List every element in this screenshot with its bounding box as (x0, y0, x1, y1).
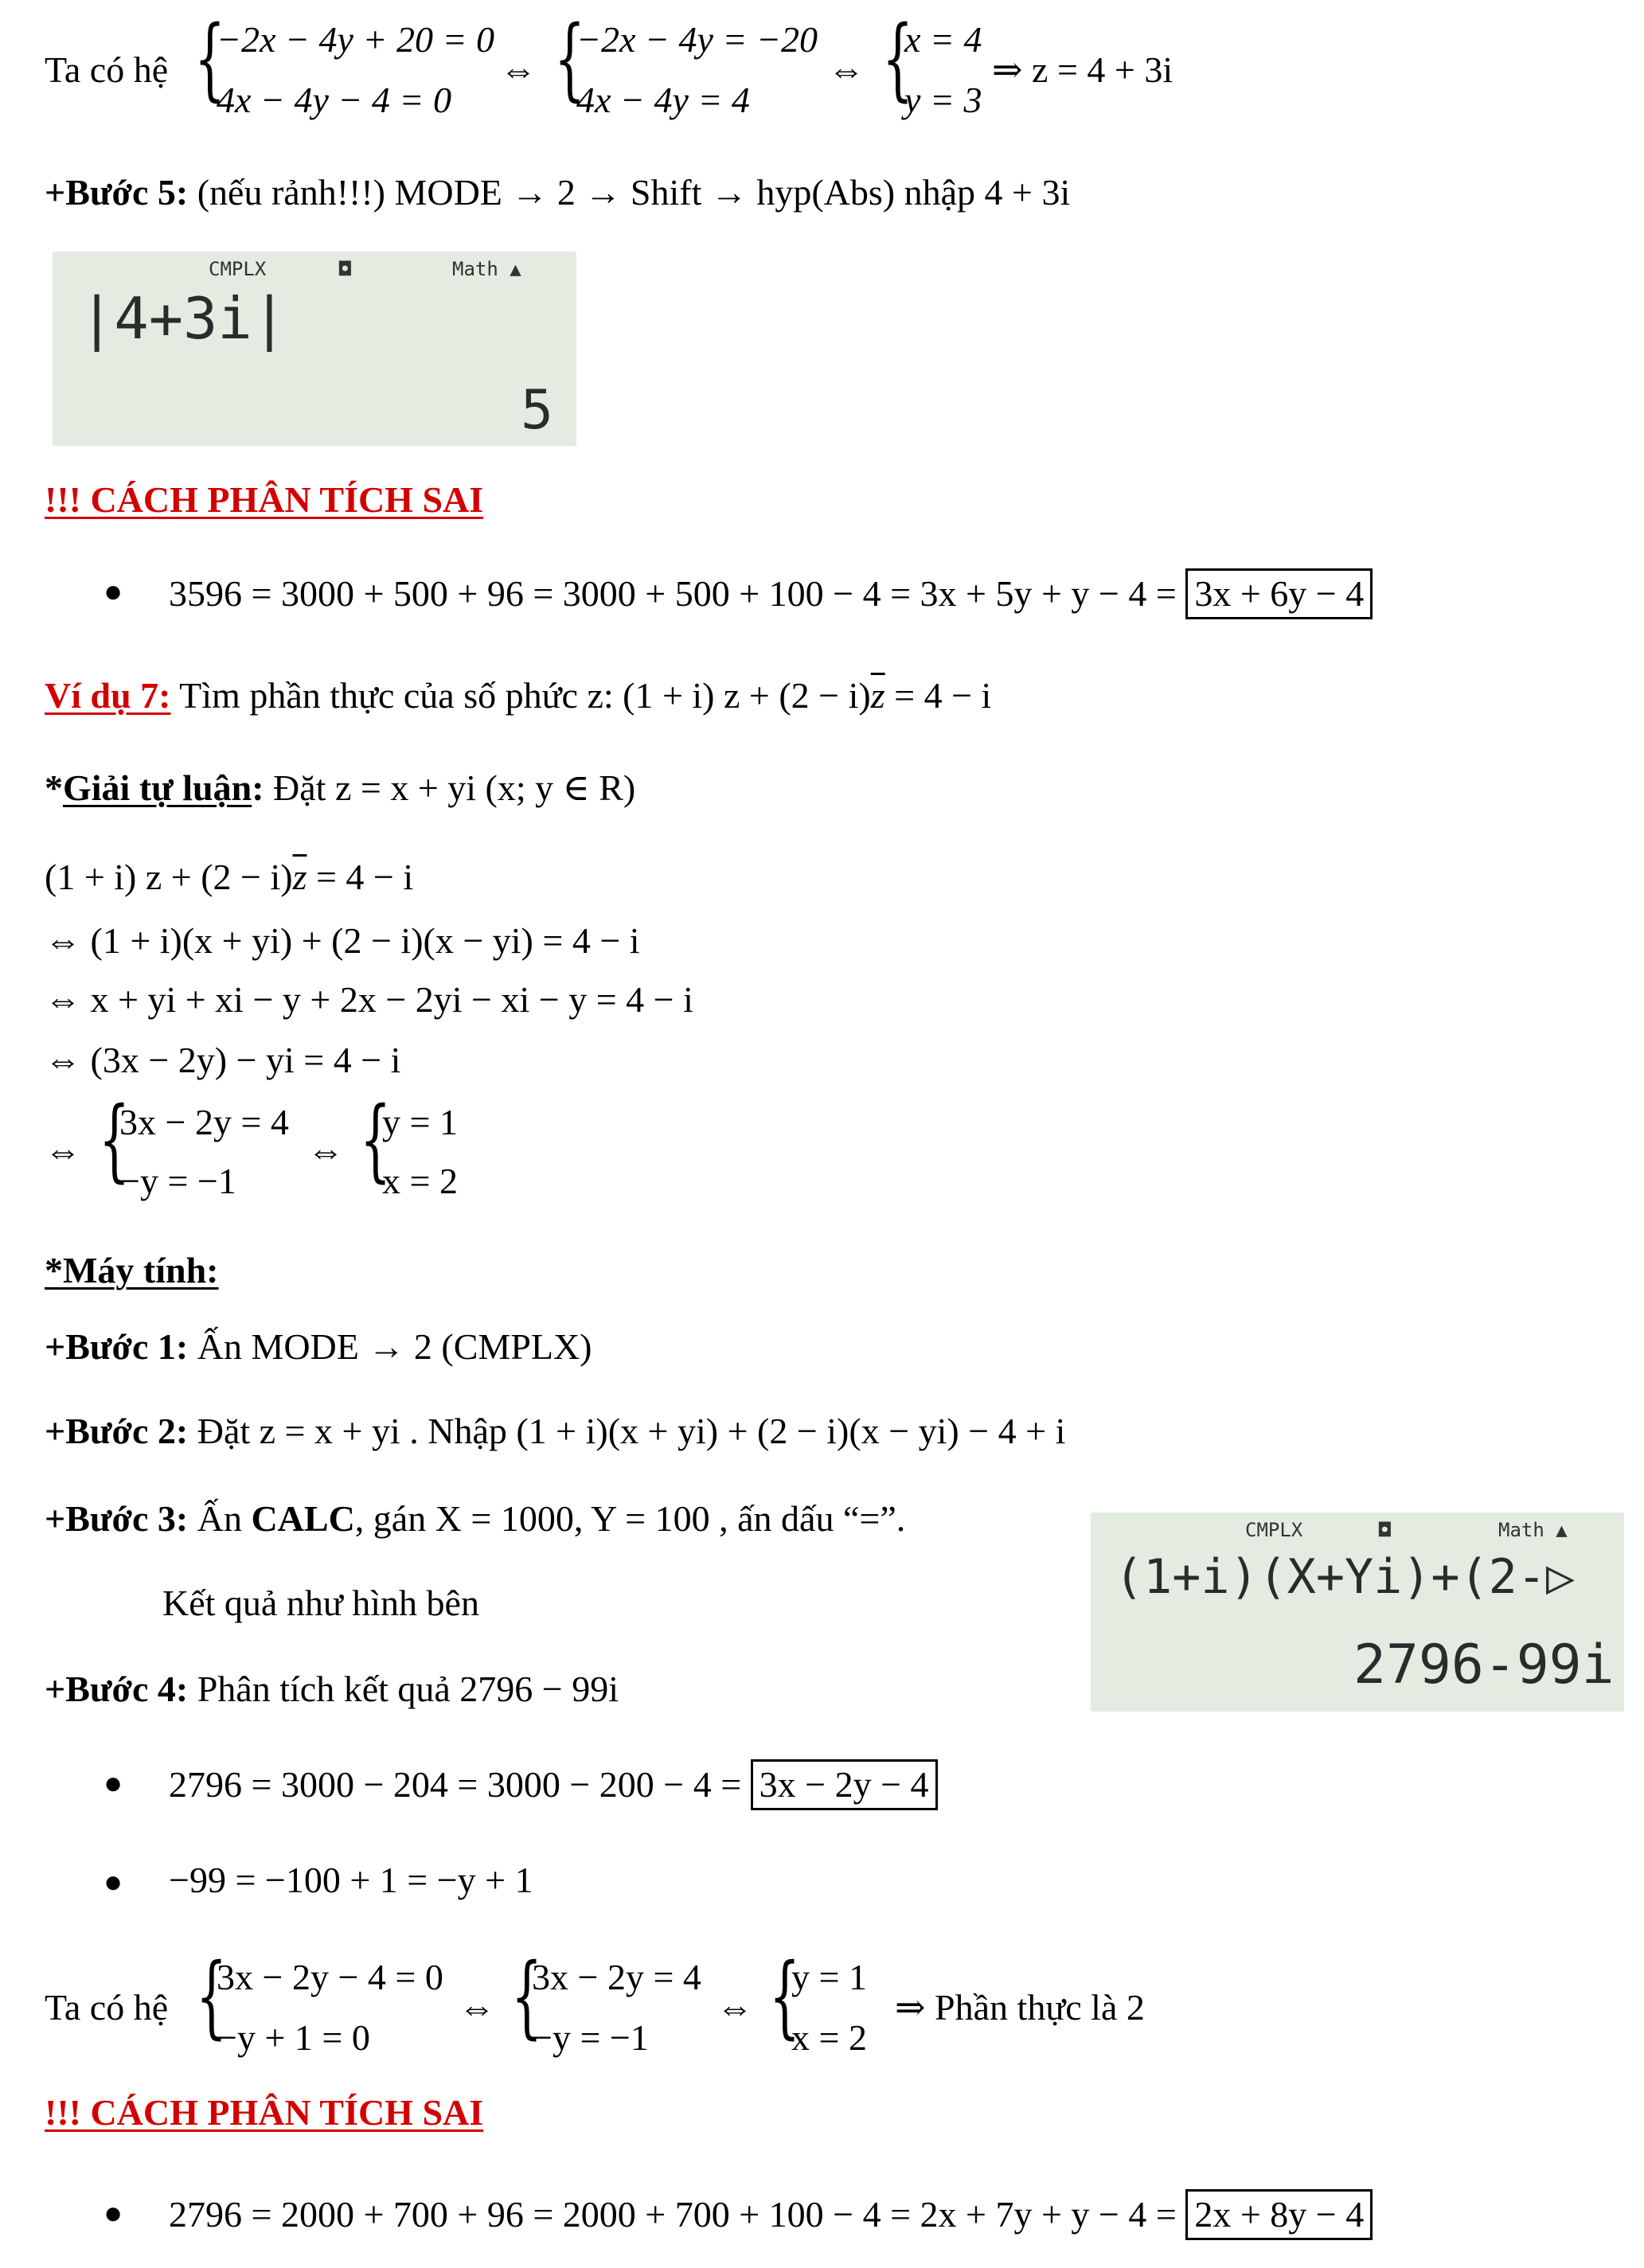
step3-text-b: , gán X = 1000, Y = 100 , ấn dấu “=”. (354, 1498, 906, 1539)
brace-1c: { (882, 7, 914, 111)
example7-text: Tìm phần thực của số phức z: (1 + i) z + (2 − i) (170, 675, 871, 716)
analysis-expression-1: 2796 = 3000 − 204 = 3000 − 200 − 4 = (169, 1764, 742, 1805)
solve-star: * (45, 767, 63, 808)
step5-text: (nếu rảnh!!!) MODE → 2 → Shift → hyp(Abs) nhập 4 + 3i (188, 172, 1071, 213)
derivation-equiv-a: ⇔ (45, 1130, 81, 1171)
system2c-eq1: y = 1 (791, 1957, 867, 1997)
calc1-expression: |4+3i| (80, 285, 287, 352)
step4-label: +Bước 4: (45, 1669, 189, 1709)
wrong-heading-1: !!! CÁCH PHÂN TÍCH SAI (45, 479, 484, 520)
example7-zbar: $\overline{z}$ (870, 675, 885, 716)
brace-2a: { (196, 1945, 228, 2048)
solve-line (45, 766, 635, 810)
calc2-mode: CMPLX (1245, 1519, 1303, 1541)
system1c-eq2: y = 3 (904, 80, 982, 120)
wrong2-line (169, 2189, 1373, 2240)
analysis-line2: −99 = −100 + 1 = −y + 1 (169, 1860, 533, 1900)
step3-line (45, 1497, 905, 1541)
equiv-2b: ⇔ (717, 1987, 753, 2028)
system2-eq1: 3x − 2y − 4 = 0 (217, 1957, 443, 1997)
brace-derivation-b: { (360, 1088, 392, 1192)
calc2-indicator-icon: ◘ (1379, 1519, 1391, 1541)
calculator-heading: *Máy tính: (45, 1250, 219, 1290)
derivation-sysB-eq1: y = 1 (382, 1102, 458, 1142)
analysis-boxed-1: 3x − 2y − 4 (751, 1759, 938, 1810)
derivation-equiv-b: ⇔ (307, 1130, 344, 1171)
wrong2-boxed: 2x + 8y − 4 (1185, 2189, 1373, 2240)
derivation-sysA-eq2: −y = −1 (119, 1161, 236, 1201)
step3-text-a: Ấn (188, 1498, 252, 1539)
derivation-sysA-eq1: 3x − 2y = 4 (119, 1102, 289, 1142)
system1-prefix: Ta có hệ (45, 49, 169, 90)
system1b-eq2: 4x − 4y = 4 (576, 80, 750, 120)
derivation-line1b: = 4 − i (307, 857, 414, 897)
bullet-dot-3: ● (103, 1864, 123, 1899)
calculator-screen-2 (1091, 1513, 1624, 1712)
brace-2c: { (769, 1945, 801, 2048)
wrong1-boxed: 3x + 6y − 4 (1185, 568, 1373, 619)
solve-colon: : (252, 767, 264, 808)
calc1-indicator-icon: ◘ (339, 258, 351, 280)
step3-result-line: Kết quả như hình bên (162, 1583, 479, 1623)
brace-1b: { (554, 7, 586, 111)
wrong1-line (169, 568, 1373, 619)
example7-line (45, 673, 991, 718)
equiv-1a: ⇔ (500, 49, 537, 90)
step5-label: +Bước 5: (45, 172, 189, 213)
equiv-2a: ⇔ (459, 1987, 495, 2028)
step1-line (45, 1325, 592, 1369)
system1-eq2: 4x − 4y − 4 = 0 (217, 80, 451, 120)
step4-text: Phân tích kết quả 2796 − 99i (188, 1669, 619, 1709)
system2c-eq2: x = 2 (791, 2017, 867, 2058)
derivation-line2: ⇔ (1 + i)(x + yi) + (2 − i)(x − yi) = 4 − i (45, 920, 640, 961)
derivation-line3: ⇔ x + yi + xi − y + 2x − 2yi − xi − y = 4 − i (45, 979, 693, 1020)
derivation-sysB-eq2: x = 2 (382, 1161, 458, 1201)
calc1-mode: CMPLX (209, 258, 267, 280)
solve-text: Đặt z = x + yi (x; y ∈ R) (264, 767, 636, 808)
derivation-line4: ⇔ (3x − 2y) − yi = 4 − i (45, 1040, 401, 1080)
example7-label: Ví dụ 7: (45, 675, 171, 716)
analysis-line1 (169, 1759, 938, 1810)
step4-line (45, 1667, 619, 1712)
system2-result: ⇒ Phần thực là 2 (895, 1987, 1145, 2028)
calc1-math: Math ▲ (452, 258, 521, 280)
derivation-line1a: (1 + i) z + (2 − i) (45, 857, 293, 897)
equiv-1b: ⇔ (828, 49, 865, 90)
step1-label: +Bước 1: (45, 1326, 189, 1367)
bullet-dot-4: ● (103, 2195, 123, 2231)
example7-tail: = 4 − i (884, 675, 992, 716)
system1c-eq1: x = 4 (904, 19, 982, 60)
step5-line (45, 170, 1070, 215)
wrong1-expression: 3596 = 3000 + 500 + 96 = 3000 + 500 + 100 − 4 = 3x + 5y + y − 4 = (169, 573, 1177, 614)
wrong-heading-2: !!! CÁCH PHÂN TÍCH SAI (45, 2092, 484, 2133)
system2-prefix: Ta có hệ (45, 1987, 169, 2028)
brace-2b: { (511, 1945, 543, 2048)
calculator-screen-1 (53, 252, 576, 446)
calc2-math: Math ▲ (1498, 1519, 1568, 1541)
calc2-expression: (1+i)(X+Yi)+(2-▷ (1115, 1549, 1575, 1605)
brace-1a: { (194, 7, 226, 111)
step1-text: Ấn MODE → 2 (CMPLX) (188, 1326, 592, 1367)
system1-result: ⇒ z = 4 + 3i (992, 49, 1173, 90)
solve-label: Giải tự luận (63, 767, 252, 808)
bullet-dot-2: ● (103, 1765, 123, 1801)
system2b-eq2: −y = −1 (532, 2017, 649, 2058)
system2b-eq1: 3x − 2y = 4 (532, 1957, 701, 1997)
system1b-eq1: −2x − 4y = −20 (576, 19, 818, 60)
step2-text: Đặt z = x + yi . Nhập (1 + i)(x + yi) + (2 − i)(x − yi) − 4 + i (188, 1411, 1066, 1451)
system2-eq2: −y + 1 = 0 (217, 2017, 370, 2058)
derivation-line1 (45, 855, 413, 900)
step2-label: +Bước 2: (45, 1411, 189, 1451)
step3-label: +Bước 3: (45, 1498, 189, 1539)
calc1-result: 5 (521, 379, 553, 442)
calc2-result: 2796-99i (1353, 1634, 1615, 1696)
step3-calc-word: CALC (251, 1498, 355, 1539)
wrong2-expression: 2796 = 2000 + 700 + 96 = 2000 + 700 + 100 − 4 = 2x + 7y + y − 4 = (169, 2194, 1177, 2235)
bullet-dot-1: ● (103, 573, 123, 609)
brace-derivation-a: { (99, 1088, 131, 1192)
derivation-zbar: $\overline{z}$ (292, 857, 307, 897)
system1-eq1: −2x − 4y + 20 = 0 (217, 19, 494, 60)
step2-line (45, 1409, 1065, 1454)
